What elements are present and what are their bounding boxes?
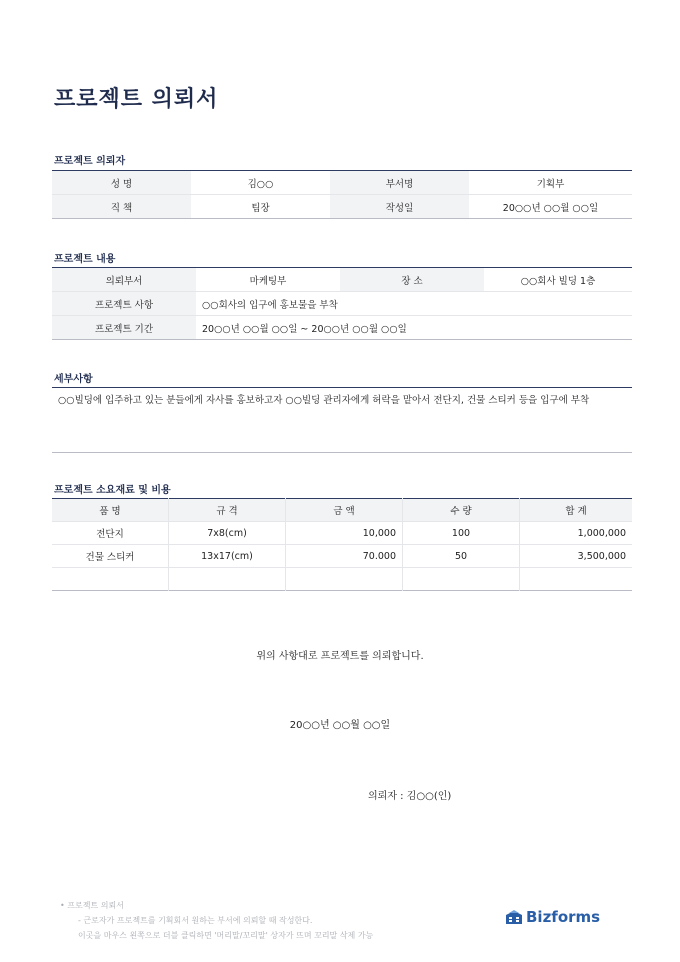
project-period-label: 프로젝트 기간 [52, 316, 196, 340]
name-label: 성 명 [52, 171, 191, 195]
place-label: 장 소 [340, 268, 484, 292]
amount-cell: 70.000 [286, 545, 403, 568]
closing-statement: 위의 사항대로 프로젝트를 의뢰합니다. [256, 651, 424, 662]
content-section-title: 프로젝트 내용 [54, 254, 116, 265]
total-cell [520, 568, 633, 591]
request-dept-label: 의뢰부서 [52, 268, 196, 292]
spec-cell: 13x17(cm) [169, 545, 286, 568]
spec-cell [169, 568, 286, 591]
department-label: 부서명 [330, 171, 469, 195]
table-row [52, 195, 632, 219]
table-row [52, 268, 632, 292]
table-row [52, 316, 632, 340]
written-date-value: 20○○년 ○○월 ○○일 [502, 202, 599, 214]
written-date-label: 작성일 [330, 195, 469, 219]
closing-date: 20○○년 ○○월 ○○일 [289, 720, 391, 731]
quantity-cell [403, 568, 520, 591]
footer-line-hint: 이곳을 마우스 왼쪽으로 더블 클릭하면 '머리말/꼬리말' 상자가 뜨며 꼬리말 삭제 가능 [78, 931, 374, 940]
table-header-row [52, 499, 632, 522]
spec-cell: 7x8(cm) [169, 522, 286, 545]
logo-text: Bizforms [526, 908, 601, 926]
project-matter-value: ○○회사의 입구에 홍보물을 부착 [196, 292, 632, 316]
request-dept-value: 마케팅부 [196, 268, 340, 292]
amount-header: 금 액 [286, 499, 403, 522]
table-row [52, 522, 632, 545]
item-name-header: 품 명 [52, 499, 169, 522]
bizforms-logo [505, 908, 600, 926]
materials-section-title: 프로젝트 소요재료 및 비용 [54, 485, 171, 496]
details-text: ○○빌딩에 입주하고 있는 분들에게 자사를 홍보하고자 ○○빌딩 관리자에게 허락을 맡아서 전단지, 건물 스티커 등을 입구에 부착 [58, 395, 590, 406]
department-value: 기획부 [469, 171, 632, 195]
footer-line-title: • 프로젝트 의뢰서 [60, 901, 124, 910]
project-period-value: 20○○년 ○○월 ○○일 ~ 20○○년 ○○월 ○○일 [202, 323, 407, 335]
total-cell: 1,000,000 [520, 522, 633, 545]
amount-cell [286, 568, 403, 591]
footer-notes [60, 898, 373, 943]
quantity-header: 수 량 [403, 499, 520, 522]
amount-cell: 10,000 [286, 522, 403, 545]
details-section-title: 세부사항 [54, 374, 93, 385]
requester-table [52, 170, 632, 219]
item-name-cell: 건물 스티커 [52, 545, 169, 568]
page-title: 프로젝트 의뢰서 [54, 87, 219, 112]
table-row [52, 171, 632, 195]
place-value: ○○회사 빌딩 1층 [484, 268, 632, 292]
name-value: 김○○ [191, 171, 330, 195]
table-row [52, 568, 632, 591]
quantity-cell: 100 [403, 522, 520, 545]
requester-section-title: 프로젝트 의뢰자 [54, 156, 126, 167]
footer-line-description: - 근로자가 프로젝트를 기획회서 원하는 부서에 의뢰할 때 작성한다. [78, 916, 313, 925]
total-header: 합 계 [520, 499, 633, 522]
signature: 의뢰자 : 김○○(인) [368, 791, 452, 802]
spec-header: 규 격 [169, 499, 286, 522]
project-matter-label: 프로젝트 사항 [52, 292, 196, 316]
position-label: 직 책 [52, 195, 191, 219]
content-table [52, 267, 632, 340]
total-cell: 3,500,000 [520, 545, 633, 568]
building-icon [505, 909, 523, 925]
quantity-cell: 50 [403, 545, 520, 568]
table-row [52, 292, 632, 316]
materials-table [52, 498, 632, 591]
position-value: 팀장 [251, 202, 270, 214]
table-row [52, 545, 632, 568]
item-name-cell: 전단지 [52, 522, 169, 545]
item-name-cell [52, 568, 169, 591]
details-box [52, 387, 632, 453]
